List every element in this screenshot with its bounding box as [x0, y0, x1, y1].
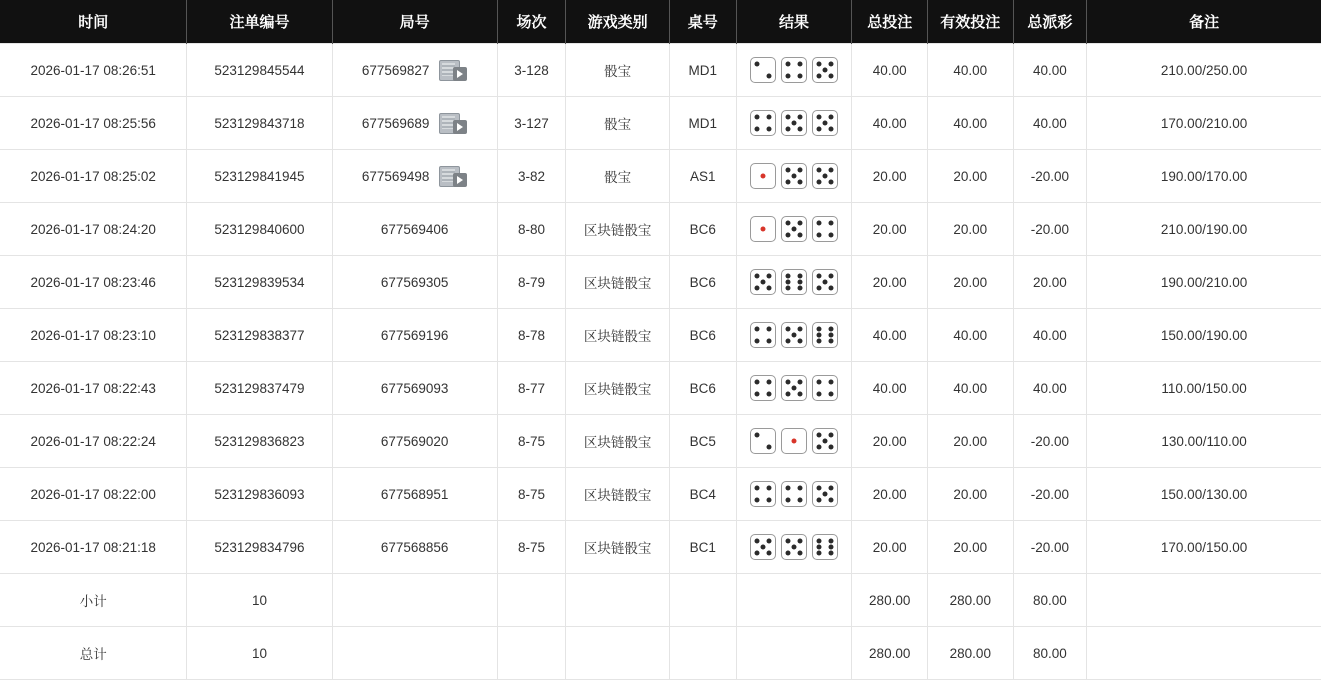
die-face-6 [781, 269, 807, 295]
subtotal-row [0, 574, 1321, 627]
cell-time: 2026-01-17 08:22:24 [0, 415, 187, 468]
round-cell [337, 165, 493, 187]
subtotal-row-label: 小计 [0, 574, 187, 627]
cell-total-bet: 20.00 [852, 468, 928, 521]
cell-round-id [332, 362, 497, 415]
cell-remark: 190.00/210.00 [1087, 256, 1321, 309]
total-row-valid-bet: 280.00 [927, 627, 1013, 680]
round-id-label: 677569196 [380, 327, 449, 343]
cell-valid-bet: 20.00 [927, 203, 1013, 256]
cell-session: 8-79 [497, 256, 566, 309]
table-row [0, 203, 1321, 256]
die-face-5 [781, 322, 807, 348]
cell-result [736, 97, 852, 150]
cell-total-payout: -20.00 [1013, 415, 1087, 468]
table-row [0, 97, 1321, 150]
cell-result [736, 256, 852, 309]
die-face-5 [781, 375, 807, 401]
dice-group [741, 163, 848, 189]
dice-group [741, 322, 848, 348]
cell-remark: 110.00/150.00 [1087, 362, 1321, 415]
cell-game-type: 区块链骰宝 [566, 521, 670, 574]
dice-group [741, 375, 848, 401]
column-header-total-payout: 总派彩 [1013, 0, 1087, 44]
cell-time: 2026-01-17 08:23:46 [0, 256, 187, 309]
table-row [0, 521, 1321, 574]
total-row-empty-round [332, 627, 497, 680]
cell-total-bet: 40.00 [852, 362, 928, 415]
cell-order-id: 523129838377 [187, 309, 332, 362]
column-header-round-id: 局号 [332, 0, 497, 44]
table-row [0, 468, 1321, 521]
cell-order-id: 523129845544 [187, 44, 332, 97]
die-face-5 [750, 534, 776, 560]
cell-order-id: 523129836093 [187, 468, 332, 521]
subtotal-row-total-payout: 80.00 [1013, 574, 1087, 627]
die-face-5 [812, 110, 838, 136]
die-face-4 [781, 481, 807, 507]
cell-session: 3-82 [497, 150, 566, 203]
die-face-4 [750, 375, 776, 401]
die-face-2 [750, 428, 776, 454]
round-cell [337, 381, 493, 396]
die-face-1 [750, 163, 776, 189]
cell-table-no: BC6 [670, 203, 737, 256]
cell-result [736, 203, 852, 256]
subtotal-row-valid-bet: 280.00 [927, 574, 1013, 627]
cell-session: 8-80 [497, 203, 566, 256]
cell-round-id [332, 203, 497, 256]
table-body [0, 44, 1321, 680]
column-header-session: 场次 [497, 0, 566, 44]
cell-table-no: BC5 [670, 415, 737, 468]
cell-round-id [332, 97, 497, 150]
round-id-label: 677569020 [380, 433, 449, 449]
cell-total-bet: 20.00 [852, 521, 928, 574]
cell-time: 2026-01-17 08:25:56 [0, 97, 187, 150]
cell-valid-bet: 40.00 [927, 44, 1013, 97]
cell-table-no: BC6 [670, 309, 737, 362]
die-face-6 [812, 322, 838, 348]
cell-game-type: 区块链骰宝 [566, 415, 670, 468]
cell-total-payout: -20.00 [1013, 150, 1087, 203]
die-face-4 [781, 57, 807, 83]
subtotal-row-empty-game-type [566, 574, 670, 627]
column-header-result: 结果 [736, 0, 852, 44]
cell-remark: 170.00/210.00 [1087, 97, 1321, 150]
die-face-1 [750, 216, 776, 242]
cell-session: 8-77 [497, 362, 566, 415]
cell-remark: 190.00/170.00 [1087, 150, 1321, 203]
cell-session: 3-127 [497, 97, 566, 150]
cell-time: 2026-01-17 08:21:18 [0, 521, 187, 574]
round-id-label: 677569305 [380, 274, 449, 290]
cell-result [736, 309, 852, 362]
cell-session: 3-128 [497, 44, 566, 97]
cell-order-id: 523129837479 [187, 362, 332, 415]
cell-table-no: BC6 [670, 256, 737, 309]
total-row-empty-result [736, 627, 852, 680]
die-face-4 [750, 110, 776, 136]
cell-total-bet: 40.00 [852, 97, 928, 150]
cell-game-type: 区块链骰宝 [566, 256, 670, 309]
table-row [0, 44, 1321, 97]
cell-total-bet: 20.00 [852, 256, 928, 309]
cell-session: 8-75 [497, 521, 566, 574]
cell-time: 2026-01-17 08:23:10 [0, 309, 187, 362]
cell-total-payout: 20.00 [1013, 256, 1087, 309]
cell-session: 8-75 [497, 415, 566, 468]
round-cell [337, 328, 493, 343]
round-cell [337, 487, 493, 502]
cell-valid-bet: 20.00 [927, 521, 1013, 574]
cell-total-bet: 20.00 [852, 203, 928, 256]
die-face-4 [812, 375, 838, 401]
cell-total-bet: 40.00 [852, 309, 928, 362]
round-cell [337, 112, 493, 134]
cell-valid-bet: 40.00 [927, 309, 1013, 362]
cell-valid-bet: 20.00 [927, 150, 1013, 203]
round-id-label: 677568856 [380, 539, 449, 555]
round-id-label: 677568951 [380, 486, 449, 502]
round-id-label: 677569406 [380, 221, 449, 237]
cell-total-payout: -20.00 [1013, 468, 1087, 521]
cell-remark: 150.00/130.00 [1087, 468, 1321, 521]
column-header-order-id: 注单编号 [187, 0, 332, 44]
cell-table-no: MD1 [670, 97, 737, 150]
cell-remark: 210.00/250.00 [1087, 44, 1321, 97]
die-face-5 [812, 163, 838, 189]
cell-game-type: 区块链骰宝 [566, 203, 670, 256]
cell-time: 2026-01-17 08:24:20 [0, 203, 187, 256]
table-row [0, 256, 1321, 309]
cell-result [736, 521, 852, 574]
column-header-total-bet: 总投注 [852, 0, 928, 44]
cell-table-no: MD1 [670, 44, 737, 97]
die-face-5 [781, 163, 807, 189]
total-row [0, 627, 1321, 680]
cell-game-type: 骰宝 [566, 97, 670, 150]
cell-session: 8-75 [497, 468, 566, 521]
video-play-icon[interactable] [439, 59, 467, 81]
cell-total-bet: 20.00 [852, 150, 928, 203]
cell-result [736, 468, 852, 521]
video-play-icon[interactable] [439, 112, 467, 134]
cell-total-payout: 40.00 [1013, 309, 1087, 362]
table-row [0, 362, 1321, 415]
die-face-2 [750, 57, 776, 83]
die-face-5 [812, 428, 838, 454]
subtotal-row-empty-remark [1087, 574, 1321, 627]
die-face-5 [812, 57, 838, 83]
total-row-empty-game-type [566, 627, 670, 680]
total-row-total-bet: 280.00 [852, 627, 928, 680]
subtotal-row-count: 10 [187, 574, 332, 627]
die-face-4 [812, 216, 838, 242]
cell-game-type: 区块链骰宝 [566, 468, 670, 521]
total-row-empty-table-no [670, 627, 737, 680]
die-face-5 [812, 269, 838, 295]
total-row-label: 总计 [0, 627, 187, 680]
column-header-table-no: 桌号 [670, 0, 737, 44]
cell-game-type: 区块链骰宝 [566, 362, 670, 415]
cell-session: 8-78 [497, 309, 566, 362]
table-row [0, 309, 1321, 362]
cell-remark: 210.00/190.00 [1087, 203, 1321, 256]
round-id-label: 677569689 [361, 115, 430, 131]
dice-group [741, 534, 848, 560]
cell-order-id: 523129840600 [187, 203, 332, 256]
die-face-4 [750, 322, 776, 348]
table-row [0, 415, 1321, 468]
cell-game-type: 骰宝 [566, 150, 670, 203]
dice-group [741, 481, 848, 507]
video-play-icon[interactable] [439, 165, 467, 187]
subtotal-row-empty-table-no [670, 574, 737, 627]
die-face-5 [781, 534, 807, 560]
subtotal-row-total-bet: 280.00 [852, 574, 928, 627]
cell-remark: 130.00/110.00 [1087, 415, 1321, 468]
column-header-game-type: 游戏类别 [566, 0, 670, 44]
die-face-1 [781, 428, 807, 454]
cell-remark: 170.00/150.00 [1087, 521, 1321, 574]
cell-order-id: 523129836823 [187, 415, 332, 468]
cell-time: 2026-01-17 08:26:51 [0, 44, 187, 97]
cell-round-id [332, 468, 497, 521]
cell-valid-bet: 40.00 [927, 97, 1013, 150]
round-cell [337, 59, 493, 81]
total-row-count: 10 [187, 627, 332, 680]
cell-remark: 150.00/190.00 [1087, 309, 1321, 362]
cell-game-type: 区块链骰宝 [566, 309, 670, 362]
round-cell [337, 222, 493, 237]
dice-group [741, 216, 848, 242]
cell-result [736, 150, 852, 203]
cell-total-payout: -20.00 [1013, 521, 1087, 574]
cell-result [736, 362, 852, 415]
table-row [0, 150, 1321, 203]
cell-order-id: 523129834796 [187, 521, 332, 574]
cell-table-no: BC4 [670, 468, 737, 521]
cell-result [736, 415, 852, 468]
cell-valid-bet: 20.00 [927, 468, 1013, 521]
cell-total-payout: -20.00 [1013, 203, 1087, 256]
round-id-label: 677569827 [361, 62, 430, 78]
round-cell [337, 540, 493, 555]
column-header-remark: 备注 [1087, 0, 1321, 44]
dice-group [741, 428, 848, 454]
cell-time: 2026-01-17 08:25:02 [0, 150, 187, 203]
dice-group [741, 57, 848, 83]
round-id-label: 677569498 [361, 168, 430, 184]
cell-valid-bet: 40.00 [927, 362, 1013, 415]
cell-result [736, 44, 852, 97]
subtotal-row-empty-round [332, 574, 497, 627]
round-id-label: 677569093 [380, 380, 449, 396]
total-row-empty-session [497, 627, 566, 680]
cell-round-id [332, 309, 497, 362]
cell-round-id [332, 44, 497, 97]
subtotal-row-empty-session [497, 574, 566, 627]
cell-order-id: 523129841945 [187, 150, 332, 203]
round-cell [337, 434, 493, 449]
cell-table-no: BC6 [670, 362, 737, 415]
die-face-4 [750, 481, 776, 507]
cell-round-id [332, 415, 497, 468]
cell-total-payout: 40.00 [1013, 97, 1087, 150]
cell-table-no: BC1 [670, 521, 737, 574]
cell-time: 2026-01-17 08:22:43 [0, 362, 187, 415]
cell-total-payout: 40.00 [1013, 44, 1087, 97]
die-face-5 [781, 110, 807, 136]
cell-time: 2026-01-17 08:22:00 [0, 468, 187, 521]
dice-group [741, 269, 848, 295]
cell-table-no: AS1 [670, 150, 737, 203]
die-face-6 [812, 534, 838, 560]
cell-total-payout: 40.00 [1013, 362, 1087, 415]
cell-total-bet: 20.00 [852, 415, 928, 468]
cell-total-bet: 40.00 [852, 44, 928, 97]
die-face-5 [812, 481, 838, 507]
cell-game-type: 骰宝 [566, 44, 670, 97]
cell-round-id [332, 256, 497, 309]
total-row-empty-remark [1087, 627, 1321, 680]
die-face-5 [781, 216, 807, 242]
column-header-time: 时间 [0, 0, 187, 44]
cell-valid-bet: 20.00 [927, 256, 1013, 309]
table-header-row [0, 0, 1321, 44]
dice-group [741, 110, 848, 136]
subtotal-row-empty-result [736, 574, 852, 627]
cell-round-id [332, 150, 497, 203]
cell-valid-bet: 20.00 [927, 415, 1013, 468]
round-cell [337, 275, 493, 290]
die-face-5 [750, 269, 776, 295]
column-header-valid-bet: 有效投注 [927, 0, 1013, 44]
cell-round-id [332, 521, 497, 574]
total-row-total-payout: 80.00 [1013, 627, 1087, 680]
cell-order-id: 523129839534 [187, 256, 332, 309]
cell-order-id: 523129843718 [187, 97, 332, 150]
table-header [0, 0, 1321, 44]
